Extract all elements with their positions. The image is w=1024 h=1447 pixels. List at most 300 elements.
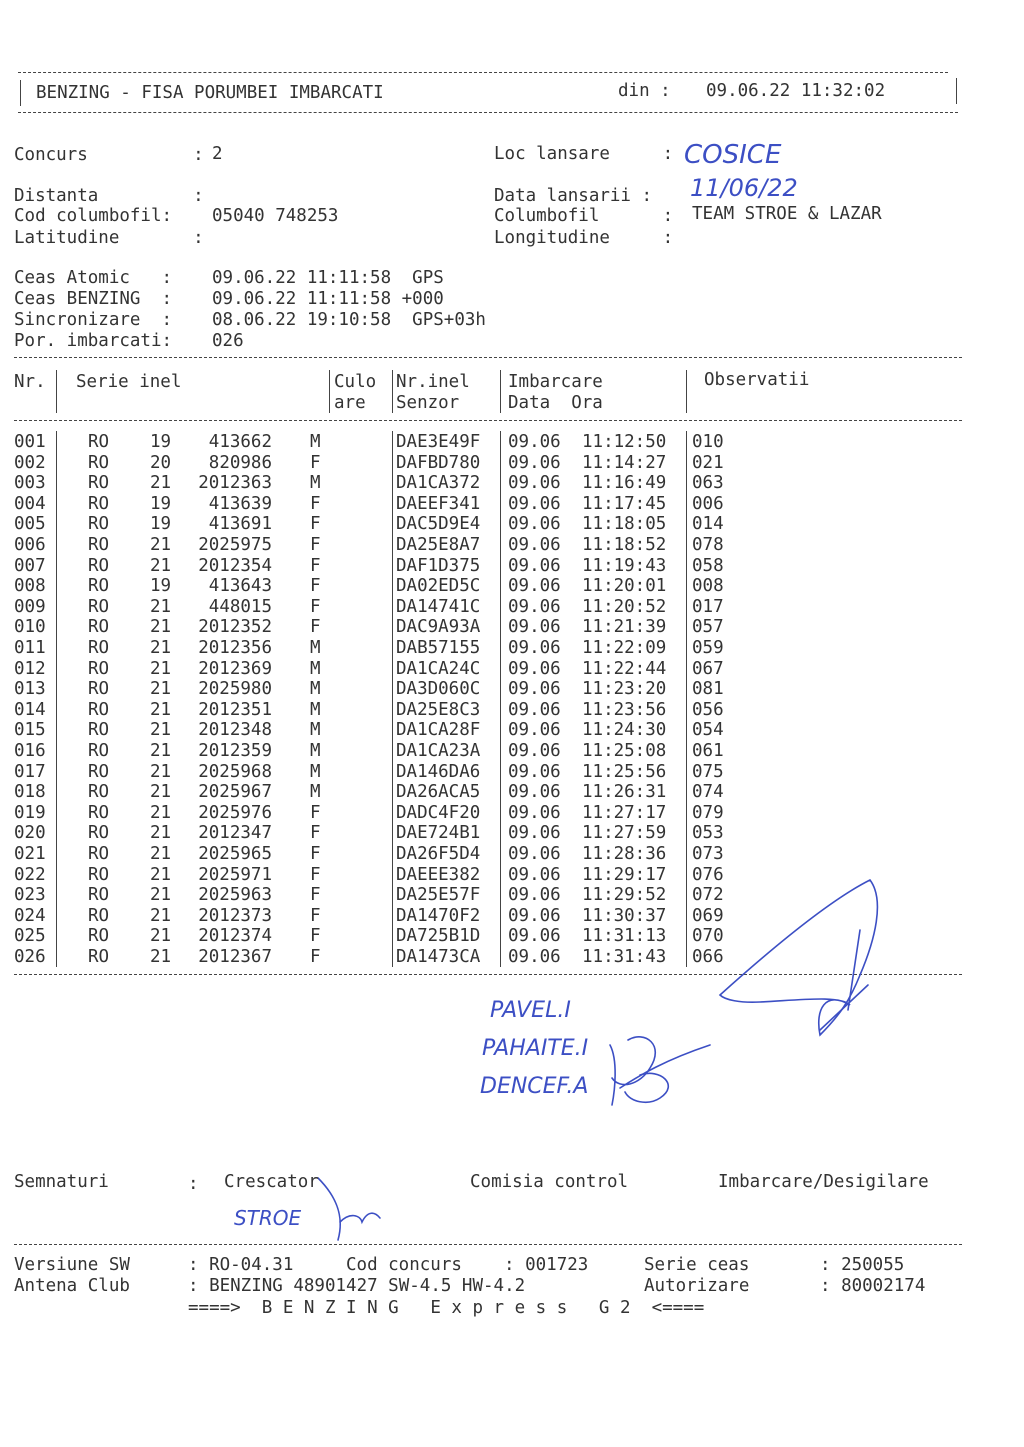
cell-nr-inel: 2012351: [198, 699, 272, 720]
cell-senzor: DA725B1D: [396, 926, 481, 947]
cell-senzor: DAEEF341: [396, 493, 481, 514]
cell-obs: 070: [692, 926, 724, 947]
cell-data: 09.06: [508, 452, 561, 473]
cell-nr: 011: [14, 638, 46, 658]
cell-senzor: DAC5D9E4: [396, 514, 481, 535]
cell-nr: 015: [14, 720, 46, 741]
cell-ora: 11:18:52: [582, 535, 667, 555]
cell-nr-inel: 2012363: [198, 473, 272, 494]
hdr-sep-5: [686, 370, 687, 413]
cell-obs: 059: [692, 638, 724, 658]
cell-tara: RO: [88, 679, 110, 700]
antena-value: : BENZING 48901427 SW-4.5 HW-4.2: [188, 1276, 526, 1296]
handwritten-name-1: PAVEL.I: [490, 998, 571, 1023]
header-left-bar: [20, 80, 21, 106]
header-right-bar: [956, 78, 957, 104]
cell-nr: 014: [14, 699, 46, 720]
cell-senzor: DAE724B1: [396, 823, 481, 844]
cell-an: 21: [150, 782, 172, 803]
cell-ora: 11:21:39: [582, 617, 667, 638]
cell-ora: 11:23:56: [582, 699, 667, 720]
cell-an: 21: [150, 741, 172, 761]
ceas-benzing-value: 09.06.22 11:11:58 +000: [212, 289, 444, 309]
cell-obs: 079: [692, 802, 724, 823]
cell-sex: F: [310, 555, 321, 576]
cell-ora: 11:30:37: [582, 905, 667, 926]
serie-ceas-value: : 250055: [820, 1255, 905, 1275]
cell-obs: 078: [692, 535, 724, 555]
cell-senzor: DA1CA23A: [396, 741, 481, 761]
cell-data: 09.06: [508, 473, 561, 494]
table-bottom-rule: [14, 974, 962, 975]
cell-nr-inel: 413691: [208, 514, 272, 535]
cell-obs: 057: [692, 617, 724, 638]
cell-data: 09.06: [508, 844, 561, 864]
cell-nr: 006: [14, 535, 46, 555]
handwritten-name-3: DENCEF.A: [480, 1074, 589, 1099]
cell-an: 21: [150, 473, 172, 494]
cell-senzor: DA1CA372: [396, 473, 481, 494]
din-value: 09.06.22 11:32:02: [706, 81, 886, 101]
cell-an: 21: [150, 679, 172, 700]
cell-tara: RO: [88, 473, 110, 494]
cell-nr: 003: [14, 473, 46, 494]
cell-nr-inel: 413662: [208, 432, 272, 452]
serie-ceas-label: Serie ceas: [644, 1255, 750, 1275]
cell-nr: 022: [14, 864, 46, 885]
cell-data: 09.06: [508, 926, 561, 947]
cell-data: 09.06: [508, 555, 561, 576]
cell-nr: 024: [14, 905, 46, 926]
header-top-rule: [18, 72, 948, 73]
cell-ora: 11:29:17: [582, 864, 667, 885]
cell-nr-inel: 820986: [208, 452, 272, 473]
cell-obs: 054: [692, 720, 724, 741]
cell-data: 09.06: [508, 761, 561, 782]
cell-senzor: DAEEE382: [396, 864, 481, 885]
cell-ora: 11:18:05: [582, 514, 667, 535]
cell-tara: RO: [88, 782, 110, 803]
cell-nr-inel: 2012374: [198, 926, 272, 947]
body-sep-1: [56, 431, 57, 967]
cell-senzor: DA3D060C: [396, 679, 481, 700]
cell-an: 21: [150, 535, 172, 555]
cell-senzor: DA25E8A7: [396, 535, 481, 555]
cell-obs: 056: [692, 699, 724, 720]
columbofil-value: TEAM STROE & LAZAR: [692, 204, 882, 224]
cell-sex: F: [310, 596, 321, 617]
cell-obs: 014: [692, 514, 724, 535]
cod-columbofil-value: 05040 748253: [212, 206, 339, 226]
autorizare-value: : 80002174: [820, 1276, 926, 1296]
cell-sex: F: [310, 802, 321, 823]
semnaturi-colon: :: [188, 1174, 199, 1194]
cell-tara: RO: [88, 761, 110, 782]
semnaturi-label: Semnaturi: [14, 1172, 109, 1192]
cell-ora: 11:28:36: [582, 844, 667, 864]
cell-ora: 11:25:08: [582, 741, 667, 761]
cell-sex: M: [310, 679, 321, 700]
cell-tara: RO: [88, 535, 110, 555]
cell-data: 09.06: [508, 905, 561, 926]
cell-an: 21: [150, 947, 172, 967]
cell-ora: 11:29:52: [582, 885, 667, 906]
concurs-label: Concurs :: [14, 145, 204, 165]
cell-data: 09.06: [508, 823, 561, 844]
cell-data: 09.06: [508, 720, 561, 741]
cell-nr-inel: 413639: [208, 493, 272, 514]
cell-tara: RO: [88, 885, 110, 906]
cell-tara: RO: [88, 823, 110, 844]
data-lansarii-label: Data lansarii :: [494, 186, 653, 206]
cell-data: 09.06: [508, 576, 561, 597]
cell-obs: 063: [692, 473, 724, 494]
cell-sex: F: [310, 493, 321, 514]
cell-ora: 11:19:43: [582, 555, 667, 576]
cell-nr: 004: [14, 493, 46, 514]
cell-an: 21: [150, 926, 172, 947]
cell-obs: 010: [692, 432, 724, 452]
cell-data: 09.06: [508, 617, 561, 638]
cell-an: 21: [150, 802, 172, 823]
cell-data: 09.06: [508, 514, 561, 535]
por-imbarcati-label: Por. imbarcati:: [14, 331, 173, 351]
cell-an: 21: [150, 638, 172, 658]
cell-sex: M: [310, 658, 321, 679]
cell-data: 09.06: [508, 885, 561, 906]
cell-nr: 025: [14, 926, 46, 947]
cell-nr-inel: 2025971: [198, 864, 272, 885]
cell-senzor: DA26ACA5: [396, 782, 481, 803]
cell-obs: 008: [692, 576, 724, 597]
cell-sex: F: [310, 514, 321, 535]
cell-tara: RO: [88, 864, 110, 885]
benzing-banner: ====> B E N Z I N G E x p r e s s G 2 <====: [188, 1298, 705, 1318]
cell-data: 09.06: [508, 493, 561, 514]
crescator-label: Crescator: [224, 1172, 319, 1192]
cell-an: 21: [150, 905, 172, 926]
cell-obs: 069: [692, 905, 724, 926]
cell-ora: 11:31:43: [582, 947, 667, 967]
cell-obs: 073: [692, 844, 724, 864]
latitudine-label: Latitudine :: [14, 228, 204, 248]
cell-ora: 11:26:31: [582, 782, 667, 803]
cell-nr-inel: 448015: [208, 596, 272, 617]
cell-obs: 072: [692, 885, 724, 906]
loc-lansare-label: Loc lansare :: [494, 144, 674, 164]
cell-tara: RO: [88, 555, 110, 576]
cell-ora: 11:22:09: [582, 638, 667, 658]
sincronizare-label: Sincronizare :: [14, 310, 173, 330]
cell-an: 19: [150, 493, 172, 514]
cell-sex: F: [310, 576, 321, 597]
cell-tara: RO: [88, 596, 110, 617]
cell-sex: M: [310, 741, 321, 761]
cell-ora: 11:14:27: [582, 452, 667, 473]
distanta-label: Distanta :: [14, 186, 204, 206]
cell-nr-inel: 2012354: [198, 555, 272, 576]
cell-obs: 053: [692, 823, 724, 844]
cell-nr: 020: [14, 823, 46, 844]
document-title: BENZING - FISA PORUMBEI IMBARCATI: [36, 83, 384, 103]
cell-tara: RO: [88, 493, 110, 514]
cell-sex: F: [310, 844, 321, 864]
header-bottom-rule: [18, 112, 958, 113]
cell-ora: 11:27:17: [582, 802, 667, 823]
cell-ora: 11:20:01: [582, 576, 667, 597]
cell-sex: F: [310, 947, 321, 967]
cell-sex: M: [310, 432, 321, 452]
cell-tara: RO: [88, 638, 110, 658]
cell-nr: 010: [14, 617, 46, 638]
cell-nr-inel: 2012352: [198, 617, 272, 638]
col-header-serie: Serie inel: [76, 372, 182, 392]
cell-ora: 11:24:30: [582, 720, 667, 741]
cell-nr: 023: [14, 885, 46, 906]
cell-nr: 007: [14, 555, 46, 576]
col-header-nr: Nr.: [14, 372, 46, 392]
cell-nr: 001: [14, 432, 46, 452]
cell-data: 09.06: [508, 699, 561, 720]
hdr-sep-4: [500, 370, 501, 413]
cell-tara: RO: [88, 905, 110, 926]
longitudine-label: Longitudine :: [494, 228, 674, 248]
col-header-observatii: Observatii: [704, 370, 810, 390]
cell-an: 21: [150, 555, 172, 576]
cell-an: 20: [150, 452, 172, 473]
hdr-sep-2: [329, 370, 330, 413]
cell-an: 21: [150, 617, 172, 638]
cell-sex: F: [310, 885, 321, 906]
cell-senzor: DA1CA28F: [396, 720, 481, 741]
data-lansarii-value: 11/06/22: [690, 174, 798, 202]
cell-sex: F: [310, 864, 321, 885]
cell-tara: RO: [88, 926, 110, 947]
cell-sex: M: [310, 638, 321, 658]
loc-lansare-value: COSICE: [684, 140, 782, 170]
cell-ora: 11:31:13: [582, 926, 667, 947]
cell-senzor: DADC4F20: [396, 802, 481, 823]
cell-an: 21: [150, 885, 172, 906]
table-top-rule: [14, 357, 962, 358]
cell-sex: F: [310, 905, 321, 926]
concurs-value: 2: [212, 144, 223, 164]
hdr-sep-3: [392, 370, 393, 413]
cell-ora: 11:22:44: [582, 658, 667, 679]
cell-obs: 021: [692, 452, 724, 473]
cell-an: 19: [150, 576, 172, 597]
cell-senzor: DAB57155: [396, 638, 481, 658]
cell-tara: RO: [88, 720, 110, 741]
cell-data: 09.06: [508, 596, 561, 617]
cell-senzor: DA02ED5C: [396, 576, 481, 597]
cell-obs: 076: [692, 864, 724, 885]
cell-nr: 017: [14, 761, 46, 782]
cell-sex: F: [310, 452, 321, 473]
cell-an: 21: [150, 823, 172, 844]
cell-sex: M: [310, 699, 321, 720]
cell-tara: RO: [88, 741, 110, 761]
cell-senzor: DA26F5D4: [396, 844, 481, 864]
versiune-label: Versiune SW: [14, 1255, 130, 1275]
cell-obs: 061: [692, 741, 724, 761]
cell-an: 21: [150, 844, 172, 864]
cell-tara: RO: [88, 699, 110, 720]
cell-nr: 019: [14, 802, 46, 823]
imbarcare-label: Imbarcare/Desigilare: [718, 1172, 929, 1192]
cell-data: 09.06: [508, 658, 561, 679]
cell-senzor: DA146DA6: [396, 761, 481, 782]
cell-tara: RO: [88, 576, 110, 597]
cell-obs: 066: [692, 947, 724, 967]
cell-data: 09.06: [508, 782, 561, 803]
cell-senzor: DAC9A93A: [396, 617, 481, 638]
cell-senzor: DA25E57F: [396, 885, 481, 906]
cell-nr-inel: 413643: [208, 576, 272, 597]
cell-nr-inel: 2012367: [198, 947, 272, 967]
cell-an: 21: [150, 864, 172, 885]
body-sep-5: [686, 431, 687, 967]
footer-rule: [14, 1244, 962, 1245]
cell-ora: 11:23:20: [582, 679, 667, 700]
cell-nr-inel: 2012347: [198, 823, 272, 844]
cell-sex: M: [310, 782, 321, 803]
cell-an: 21: [150, 720, 172, 741]
cell-nr: 016: [14, 741, 46, 761]
cell-senzor: DA1CA24C: [396, 658, 481, 679]
cell-senzor: DA25E8C3: [396, 699, 481, 720]
cell-obs: 074: [692, 782, 724, 803]
hdr-sep-1: [56, 370, 57, 413]
ceas-atomic-label: Ceas Atomic :: [14, 268, 173, 288]
cell-nr: 018: [14, 782, 46, 803]
din-label: din :: [618, 81, 671, 101]
cell-obs: 058: [692, 555, 724, 576]
cell-ora: 11:16:49: [582, 473, 667, 494]
comisia-label: Comisia control: [470, 1172, 629, 1192]
cell-nr-inel: 2025968: [198, 761, 272, 782]
cell-sex: F: [310, 823, 321, 844]
autorizare-label: Autorizare: [644, 1276, 750, 1296]
cell-obs: 017: [692, 596, 724, 617]
body-sep-3: [392, 431, 393, 967]
col-header-imbarcare-2: Data Ora: [508, 393, 603, 413]
cell-nr-inel: 2012373: [198, 905, 272, 926]
cell-nr: 002: [14, 452, 46, 473]
cell-senzor: DA1473CA: [396, 947, 481, 967]
cell-data: 09.06: [508, 679, 561, 700]
cell-nr: 012: [14, 658, 46, 679]
cell-sex: F: [310, 926, 321, 947]
cell-tara: RO: [88, 658, 110, 679]
ceas-atomic-value: 09.06.22 11:11:58 GPS: [212, 268, 444, 288]
cell-an: 21: [150, 761, 172, 782]
cell-obs: 081: [692, 679, 724, 700]
cell-obs: 006: [692, 493, 724, 514]
ceas-benzing-label: Ceas BENZING :: [14, 289, 173, 309]
cell-sex: M: [310, 761, 321, 782]
cell-obs: 075: [692, 761, 724, 782]
cell-nr-inel: 2025980: [198, 679, 272, 700]
cell-data: 09.06: [508, 535, 561, 555]
cell-senzor: DAE3E49F: [396, 432, 481, 452]
cell-nr-inel: 2012348: [198, 720, 272, 741]
cell-an: 19: [150, 514, 172, 535]
cell-ora: 11:25:56: [582, 761, 667, 782]
cell-an: 21: [150, 596, 172, 617]
cell-obs: 067: [692, 658, 724, 679]
cell-nr-inel: 2025965: [198, 844, 272, 864]
cell-tara: RO: [88, 617, 110, 638]
cell-nr: 008: [14, 576, 46, 597]
cell-data: 09.06: [508, 802, 561, 823]
col-header-senzor-1: Nr.inel: [396, 372, 470, 392]
cell-sex: F: [310, 535, 321, 555]
cell-nr-inel: 2012356: [198, 638, 272, 658]
cell-an: 21: [150, 699, 172, 720]
cell-nr: 021: [14, 844, 46, 864]
cell-nr-inel: 2025963: [198, 885, 272, 906]
cell-tara: RO: [88, 514, 110, 535]
cell-tara: RO: [88, 947, 110, 967]
cell-tara: RO: [88, 802, 110, 823]
col-header-culo-2: are: [334, 393, 366, 413]
cell-senzor: DA14741C: [396, 596, 481, 617]
cell-ora: 11:17:45: [582, 493, 667, 514]
cell-nr-inel: 2012369: [198, 658, 272, 679]
cell-data: 09.06: [508, 947, 561, 967]
col-header-senzor-2: Senzor: [396, 393, 460, 413]
col-header-culo-1: Culo: [334, 372, 377, 392]
cell-tara: RO: [88, 844, 110, 864]
por-imbarcati-value: 026: [212, 331, 244, 351]
cell-nr-inel: 2025975: [198, 535, 272, 555]
cell-nr: 013: [14, 679, 46, 700]
sincronizare-value: 08.06.22 19:10:58 GPS+03h: [212, 310, 486, 330]
cell-data: 09.06: [508, 432, 561, 452]
cell-data: 09.06: [508, 864, 561, 885]
cod-columbofil-label: Cod columbofil:: [14, 206, 173, 226]
cell-an: 19: [150, 432, 172, 452]
antena-label: Antena Club: [14, 1276, 130, 1296]
cell-sex: F: [310, 617, 321, 638]
table-header-rule: [14, 420, 962, 421]
cell-sex: M: [310, 720, 321, 741]
cell-an: 21: [150, 658, 172, 679]
cell-nr: 005: [14, 514, 46, 535]
body-sep-4: [500, 431, 501, 967]
cell-senzor: DAF1D375: [396, 555, 481, 576]
handwritten-name-2: PAHAITE.I: [482, 1036, 589, 1061]
columbofil-label: Columbofil :: [494, 206, 674, 226]
versiune-value: : RO-04.31: [188, 1255, 294, 1275]
cell-ora: 11:27:59: [582, 823, 667, 844]
cell-nr: 026: [14, 947, 46, 967]
cell-nr-inel: 2025976: [198, 802, 272, 823]
cell-ora: 11:20:52: [582, 596, 667, 617]
cell-tara: RO: [88, 452, 110, 473]
col-header-imbarcare-1: Imbarcare: [508, 372, 603, 392]
cell-data: 09.06: [508, 741, 561, 761]
cell-senzor: DA1470F2: [396, 905, 481, 926]
cell-ora: 11:12:50: [582, 432, 667, 452]
cod-concurs: Cod concurs : 001723: [346, 1255, 589, 1275]
crescator-signature: STROE: [234, 1206, 302, 1230]
cell-tara: RO: [88, 432, 110, 452]
cell-nr: 009: [14, 596, 46, 617]
cell-data: 09.06: [508, 638, 561, 658]
cell-nr-inel: 2025967: [198, 782, 272, 803]
